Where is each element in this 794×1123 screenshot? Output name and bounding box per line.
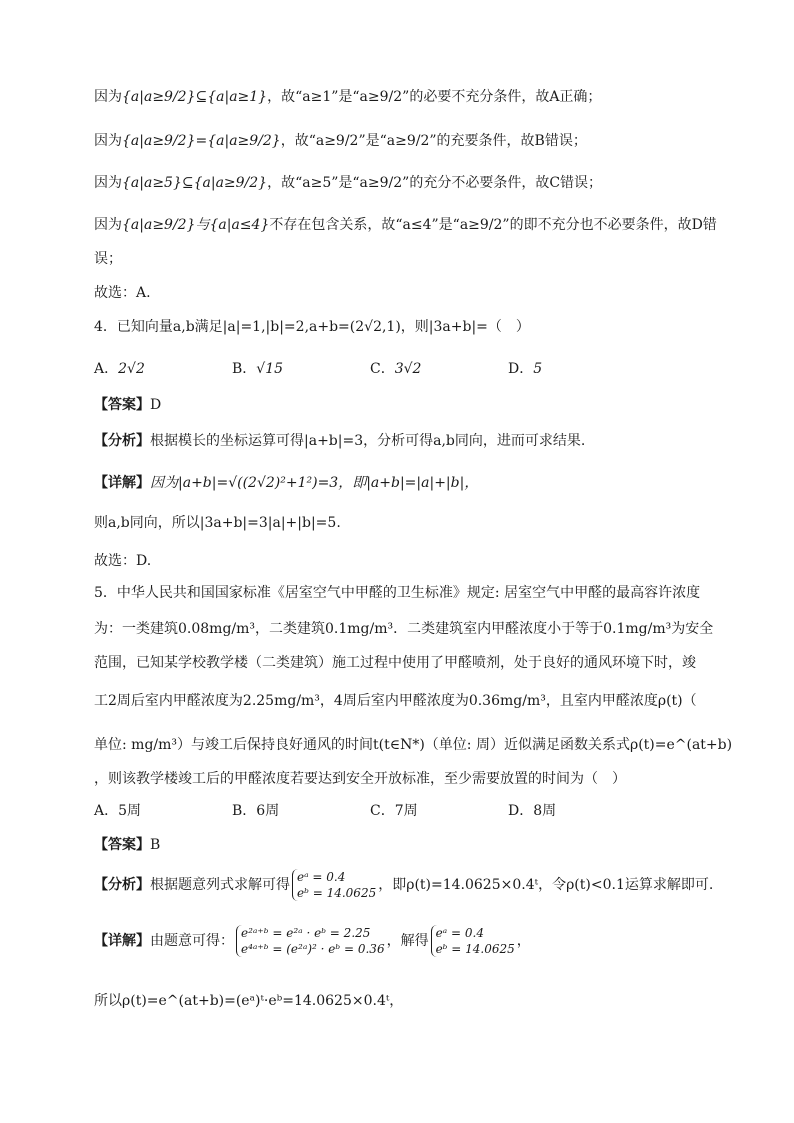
q4-detail-1 bbox=[94, 472, 714, 494]
q4-option-c bbox=[370, 358, 421, 378]
option-value: √15 bbox=[256, 361, 284, 377]
q5-final: 所以ρ(t)=e^(at+b)=(eᵃ)ᵗ·eᵇ=14.0625×0.4ᵗ， bbox=[94, 993, 404, 1009]
text: 因为 bbox=[94, 175, 122, 191]
text: ，故“a≥9/2”是“a≥9/2”的充要条件，故B错误； bbox=[280, 133, 587, 149]
text: ，故“a≥5”是“a≥9/2”的充分不必要条件，故C错误； bbox=[267, 175, 603, 191]
q5-answer bbox=[94, 834, 714, 856]
set-expression: {a|a≥9/2}={a|a≥9/2} bbox=[122, 133, 281, 149]
option-label: B． bbox=[232, 361, 257, 377]
option-label: A． bbox=[94, 803, 119, 819]
text: 因为 bbox=[94, 217, 122, 233]
equation-line: eᵃ = 0.4 bbox=[435, 926, 484, 940]
detail-text: 由题意可得： bbox=[150, 933, 234, 949]
text: 因为 bbox=[94, 89, 122, 105]
q3-answer: 故选：A. bbox=[94, 285, 151, 301]
q5-stem-5: 单位: mg/m³）与竣工后保持良好通风的时间t(t∈N*)（单位: 周）近似满足函数关系式ρ(t)=e^(at+b) bbox=[94, 737, 733, 753]
analysis-tag: 【分析】 bbox=[94, 877, 150, 893]
q4-choose: 故选：D. bbox=[94, 553, 152, 569]
text: 不存在包含关系，故“a≤4”是“a≥9/2”的即不充分也不必要条件，故D错 bbox=[269, 217, 717, 233]
q3-line-c bbox=[94, 172, 714, 194]
detail-tag: 【详解】 bbox=[94, 933, 150, 949]
option-value: 6周 bbox=[256, 803, 280, 819]
q5-option-c bbox=[370, 800, 418, 820]
set-expression: {a|a≥5}⊆{a|a≥9/2} bbox=[122, 175, 268, 191]
q3-line-b bbox=[94, 130, 714, 152]
answer-value: D bbox=[150, 397, 162, 413]
equation-system bbox=[292, 869, 376, 901]
q5-stem-2: 为：一类建筑0.08mg/m³，二类建筑0.1mg/m³．二类建筑室内甲醛浓度小于等于0.1mg/m³为安全 bbox=[94, 621, 714, 637]
q5-stem-3: 范围，已知某学校教学楼（二类建筑）施工过程中使用了甲醛喷剂，处于良好的通风环境下时，竣 bbox=[94, 655, 696, 671]
option-label: B． bbox=[232, 803, 257, 819]
option-label: C． bbox=[370, 803, 395, 819]
q4-analysis bbox=[94, 430, 714, 452]
option-label: A． bbox=[94, 361, 119, 377]
q5-stem-1: 5．中华人民共和国国家标准《居室空气中甲醛的卫生标准》规定: 居室空气中甲醛的最高容许浓度 bbox=[94, 585, 701, 601]
q3-line-d bbox=[94, 214, 717, 236]
analysis-text: 根据题意列式求解可得 bbox=[150, 877, 290, 893]
q4-stem: 4．已知向量a,b满足|a|=1,|b|=2,a+b=(2√2,1)，则|3a+b|=（ ） bbox=[94, 319, 530, 335]
q4-detail-2: 则a,b同向，所以|3a+b|=3|a|+|b|=5. bbox=[94, 515, 341, 531]
equation-line: eᵇ = 14.0625 bbox=[297, 886, 377, 900]
q5-option-d bbox=[508, 800, 556, 820]
q5-detail bbox=[94, 924, 714, 958]
text: ，故“a≥1”是“a≥9/2”的必要不充分条件，故A正确； bbox=[267, 89, 602, 105]
option-value: 2√2 bbox=[118, 361, 145, 377]
equation-line: e²ᵃ⁺ᵇ = e²ᵃ · eᵇ = 2.25 bbox=[241, 926, 371, 940]
equation-line: eᵇ = 14.0625 bbox=[435, 942, 515, 956]
option-value: 7周 bbox=[394, 803, 418, 819]
option-value: 5 bbox=[533, 361, 543, 377]
equation-system bbox=[236, 925, 385, 957]
detail-text: 因为|a+b|=√((2√2)²+1²)=3，即|a+b|=|a|+|b|， bbox=[150, 475, 479, 491]
q3-line-d-cont: 误； bbox=[94, 251, 122, 267]
equation-system bbox=[431, 925, 515, 957]
option-value: 3√2 bbox=[394, 361, 422, 377]
answer-value: B bbox=[150, 837, 161, 853]
set-expression: {a|a≥9/2}⊆{a|a≥1} bbox=[122, 89, 268, 105]
q4-option-a bbox=[94, 358, 145, 378]
option-value: 5周 bbox=[118, 803, 142, 819]
text: 因为 bbox=[94, 133, 122, 149]
q5-stem-6: ，则该教学楼竣工后的甲醛浓度若要达到安全开放标准，至少需要放置的时间为（ ） bbox=[94, 771, 626, 787]
option-label: D． bbox=[508, 803, 534, 819]
analysis-text: 根据模长的坐标运算可得|a+b|=3，分析可得a,b同向，进而可求结果. bbox=[150, 433, 586, 449]
q4-answer bbox=[94, 394, 714, 416]
option-label: C． bbox=[370, 361, 395, 377]
answer-tag: 【答案】 bbox=[94, 837, 150, 853]
q4-option-d bbox=[508, 358, 542, 378]
q3-line-a bbox=[94, 86, 714, 108]
detail-text: ， bbox=[516, 933, 531, 949]
option-label: D． bbox=[508, 361, 534, 377]
q5-option-a bbox=[94, 800, 141, 820]
set-expression: {a|a≥9/2}与{a|a≤4} bbox=[122, 217, 270, 233]
q5-option-b bbox=[232, 800, 279, 820]
detail-tag: 【详解】 bbox=[94, 475, 150, 491]
equation-line: eᵃ = 0.4 bbox=[297, 870, 346, 884]
q5-stem-4: 工2周后室内甲醛浓度为2.25mg/m³，4周后室内甲醛浓度为0.36mg/m³，且室内甲醛浓度ρ(t)（ bbox=[94, 693, 697, 709]
analysis-tag: 【分析】 bbox=[94, 433, 150, 449]
equation-line: e⁴ᵃ⁺ᵇ = (e²ᵃ)² · eᵇ = 0.36 bbox=[241, 942, 385, 956]
answer-tag: 【答案】 bbox=[94, 397, 150, 413]
q5-analysis bbox=[94, 868, 714, 902]
q4-option-b bbox=[232, 358, 283, 378]
detail-text: ，解得 bbox=[386, 933, 429, 949]
analysis-text: ，即ρ(t)=14.0625×0.4ᵗ，令ρ(t)<0.1运算求解即可. bbox=[378, 877, 714, 893]
option-value: 8周 bbox=[533, 803, 557, 819]
